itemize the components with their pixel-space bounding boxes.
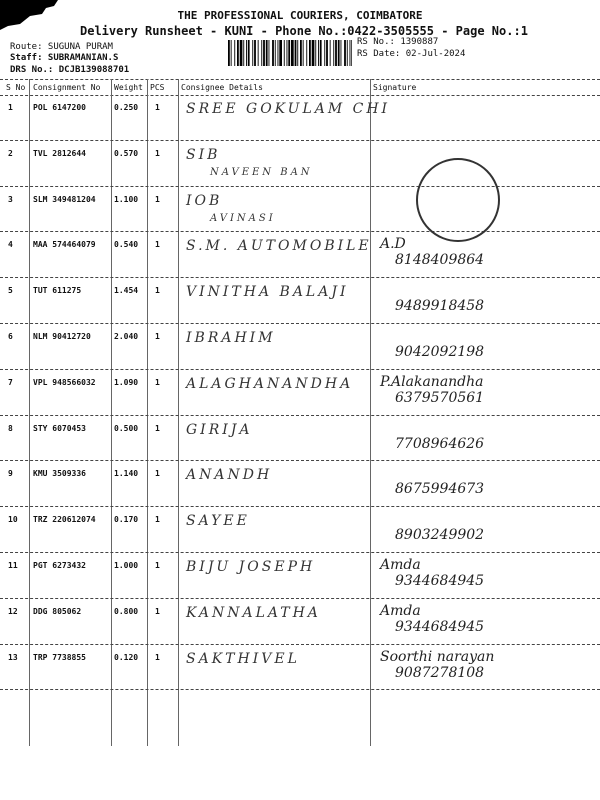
- row-pcs: 1: [155, 240, 160, 250]
- col-signature: Signature: [373, 83, 417, 92]
- row-separator: [0, 415, 600, 416]
- row-separator: [0, 506, 600, 507]
- divider: [370, 79, 371, 746]
- row-consignment-no: MAA 574464079: [33, 240, 96, 250]
- row-pcs: 1: [155, 332, 160, 341]
- company-title: THE PROFESSIONAL COURIERS, COIMBATORE: [177, 9, 423, 22]
- row-weight: 1.100: [114, 194, 139, 204]
- row-weight: 0.570: [114, 148, 139, 158]
- row-sno: 9: [8, 469, 13, 479]
- barcode: [228, 40, 352, 66]
- barcode-bar: [303, 40, 304, 66]
- row-separator: [0, 277, 600, 278]
- barcode-bar: [295, 40, 297, 66]
- barcode-bar: [320, 40, 322, 66]
- row-separator: [0, 460, 600, 461]
- row-pcs: 1: [155, 469, 160, 479]
- row-weight: 0.120: [114, 652, 139, 662]
- row-pcs: 1: [155, 103, 160, 112]
- row-pcs: 1: [155, 148, 160, 158]
- row-sno: 6: [8, 332, 13, 341]
- row-signature: Soorthi narayan: [380, 648, 495, 665]
- divider: [29, 79, 30, 746]
- row-consignee-name: ALAGHANANDHA: [186, 375, 354, 392]
- row-weight: 1.140: [114, 469, 139, 479]
- row-pcs: 1: [155, 652, 160, 662]
- row-consignee-name: SIB: [186, 146, 221, 163]
- barcode-bar: [263, 40, 265, 66]
- row-separator: [0, 186, 600, 187]
- row-consignee-name: IOB: [186, 192, 223, 209]
- barcode-bar: [272, 40, 274, 66]
- row-weight: 0.800: [114, 606, 139, 616]
- barcode-bar: [333, 40, 334, 66]
- company-stamp: [416, 158, 500, 242]
- row-phone: 8903249902: [395, 527, 485, 544]
- barcode-bar: [335, 40, 337, 66]
- row-phone: 9344684945: [395, 573, 485, 589]
- barcode-bar: [350, 40, 351, 66]
- barcode-bar: [284, 40, 285, 66]
- row-weight: 1.454: [114, 286, 139, 296]
- barcode-bar: [288, 40, 290, 66]
- row-separator: [0, 598, 600, 599]
- col-pcs: PCS: [150, 83, 165, 92]
- barcode-bar: [231, 40, 232, 66]
- row-pcs: 1: [155, 423, 160, 433]
- barcode-bar: [246, 40, 247, 66]
- row-consignment-no: VPL 948566032: [33, 377, 96, 387]
- row-phone: 9042092198: [395, 344, 485, 360]
- divider: [147, 79, 148, 746]
- row-consignment-no: PGT 6273432: [33, 561, 86, 570]
- row-consignment-no: STY 6070453: [33, 423, 86, 433]
- row-consignment-no: TRZ 220612074: [33, 515, 96, 525]
- divider: [178, 79, 179, 746]
- row-signature: Amda: [380, 557, 421, 573]
- row-phone: 9489918458: [395, 298, 485, 315]
- row-pcs: 1: [155, 194, 160, 204]
- row-consignment-no: DDG 805062: [33, 606, 82, 616]
- row-pcs: 1: [155, 377, 160, 387]
- row-sno: 5: [8, 286, 13, 296]
- row-consignment-no: TVL 2812644: [33, 148, 86, 158]
- barcode-bar: [254, 40, 256, 66]
- row-phone: 9344684945: [395, 618, 485, 635]
- row-pcs: 1: [155, 515, 160, 525]
- row-sno: 11: [8, 561, 18, 570]
- rs-number: RS No.: 1390887: [357, 37, 439, 47]
- row-phone: 8675994673: [395, 481, 485, 498]
- barcode-bar: [338, 40, 340, 66]
- barcode-bar: [297, 40, 298, 66]
- row-sno: 13: [8, 652, 18, 662]
- row-signature: Amda: [380, 602, 421, 619]
- row-pcs: 1: [155, 606, 160, 616]
- row-separator: [0, 689, 600, 690]
- row-consignee-name: KANNALATHA: [186, 604, 321, 621]
- divider: [111, 79, 112, 746]
- barcode-bar: [269, 40, 270, 66]
- row-pcs: 1: [155, 286, 160, 296]
- row-sno: 1: [8, 103, 13, 112]
- barcode-bar: [326, 40, 328, 66]
- row-sno: 7: [8, 377, 13, 387]
- row-separator: [0, 140, 600, 141]
- row-consignee-place: AVINASI: [210, 212, 276, 224]
- row-consignee-name: SAKTHIVEL: [186, 650, 300, 667]
- row-consignment-no: SLM 349481204: [33, 194, 96, 204]
- col-consignee: Consignee Details: [181, 83, 263, 92]
- col-sno: S No: [6, 83, 26, 92]
- barcode-bar: [258, 40, 259, 66]
- barcode-bar: [240, 40, 243, 66]
- barcode-bar: [228, 40, 230, 66]
- row-consignment-no: POL 6147200: [33, 103, 86, 112]
- row-consignee-name: S.M. AUTOMOBILE: [186, 238, 372, 255]
- row-consignment-no: KMU 3509336: [33, 469, 86, 479]
- row-weight: 1.090: [114, 377, 139, 387]
- row-weight: 0.540: [114, 240, 139, 250]
- barcode-bar: [252, 40, 253, 66]
- row-weight: 0.500: [114, 423, 139, 433]
- barcode-bar: [312, 40, 315, 66]
- barcode-bar: [287, 40, 288, 66]
- row-sno: 4: [8, 240, 13, 250]
- row-consignee-name: IBRAHIM: [186, 330, 276, 346]
- drs-number: DRS No.: DCJB139088701: [10, 65, 130, 75]
- row-sno: 8: [8, 423, 13, 433]
- row-phone: 6379570561: [395, 389, 485, 406]
- barcode-bar: [248, 40, 250, 66]
- col-consignment: Consignment No: [33, 83, 101, 92]
- row-phone: 8148409864: [395, 252, 485, 269]
- runsheet-subtitle: Delivery Runsheet - KUNI - Phone No.:0422-3505555 - Page No.:1: [80, 24, 528, 38]
- row-phone: 9087278108: [395, 664, 485, 681]
- row-consignee-name: SAYEE: [186, 513, 250, 530]
- staff: Staff: SUBRAMANIAN.S: [10, 53, 119, 63]
- barcode-bar: [341, 40, 342, 66]
- row-pcs: 1: [155, 561, 160, 570]
- row-consignee-name: GIRIJA: [186, 421, 253, 438]
- header-bottom-rule: [0, 95, 600, 96]
- barcode-bar: [330, 40, 331, 66]
- row-separator: [0, 369, 600, 370]
- row-consignee-name: BIJU JOSEPH: [186, 559, 316, 575]
- row-weight: 2.040: [114, 332, 139, 341]
- barcode-bar: [279, 40, 282, 66]
- row-separator: [0, 644, 600, 645]
- row-weight: 0.250: [114, 103, 139, 112]
- barcode-bar: [315, 40, 316, 66]
- row-weight: 1.000: [114, 561, 139, 570]
- row-signature: A.D: [380, 236, 406, 253]
- row-consignment-no: TRP 7738855: [33, 652, 86, 662]
- row-consignment-no: NLM 90412720: [33, 332, 91, 341]
- barcode-bar: [300, 40, 302, 66]
- row-sno: 2: [8, 148, 13, 158]
- row-consignee-name: SREE GOKULAM CHI: [186, 101, 391, 117]
- row-weight: 0.170: [114, 515, 139, 525]
- row-sno: 10: [8, 515, 18, 525]
- row-signature: P.Alakanandha: [380, 373, 484, 390]
- row-sno: 3: [8, 194, 13, 204]
- barcode-bar: [347, 40, 348, 66]
- barcode-bar: [266, 40, 268, 66]
- row-separator: [0, 323, 600, 324]
- barcode-bar: [234, 40, 235, 66]
- row-phone: 7708964626: [395, 435, 485, 452]
- row-consignee-name: ANANDH: [186, 467, 273, 484]
- barcode-bar: [344, 40, 346, 66]
- row-separator: [0, 231, 600, 232]
- row-consignment-no: TUT 611275: [33, 286, 82, 296]
- header-top-rule: [0, 79, 600, 80]
- barcode-bar: [309, 40, 311, 66]
- barcode-bar: [306, 40, 307, 66]
- rs-date: RS Date: 02-Jul-2024: [357, 49, 466, 59]
- row-separator: [0, 552, 600, 553]
- col-weight: Weight: [114, 83, 143, 92]
- barcode-bar: [351, 40, 352, 66]
- barcode-bar: [291, 40, 294, 66]
- row-consignee-place: NAVEEN BAN: [210, 166, 313, 178]
- barcode-bar: [318, 40, 319, 66]
- row-consignee-name: VINITHA BALAJI: [186, 284, 349, 301]
- barcode-bar: [278, 40, 279, 66]
- barcode-bar: [275, 40, 276, 66]
- barcode-bar: [261, 40, 262, 66]
- barcode-bar: [237, 40, 239, 66]
- route: Route: SUGUNA PURAM: [10, 42, 113, 52]
- barcode-bar: [243, 40, 244, 66]
- row-sno: 12: [8, 606, 18, 616]
- barcode-bar: [324, 40, 325, 66]
